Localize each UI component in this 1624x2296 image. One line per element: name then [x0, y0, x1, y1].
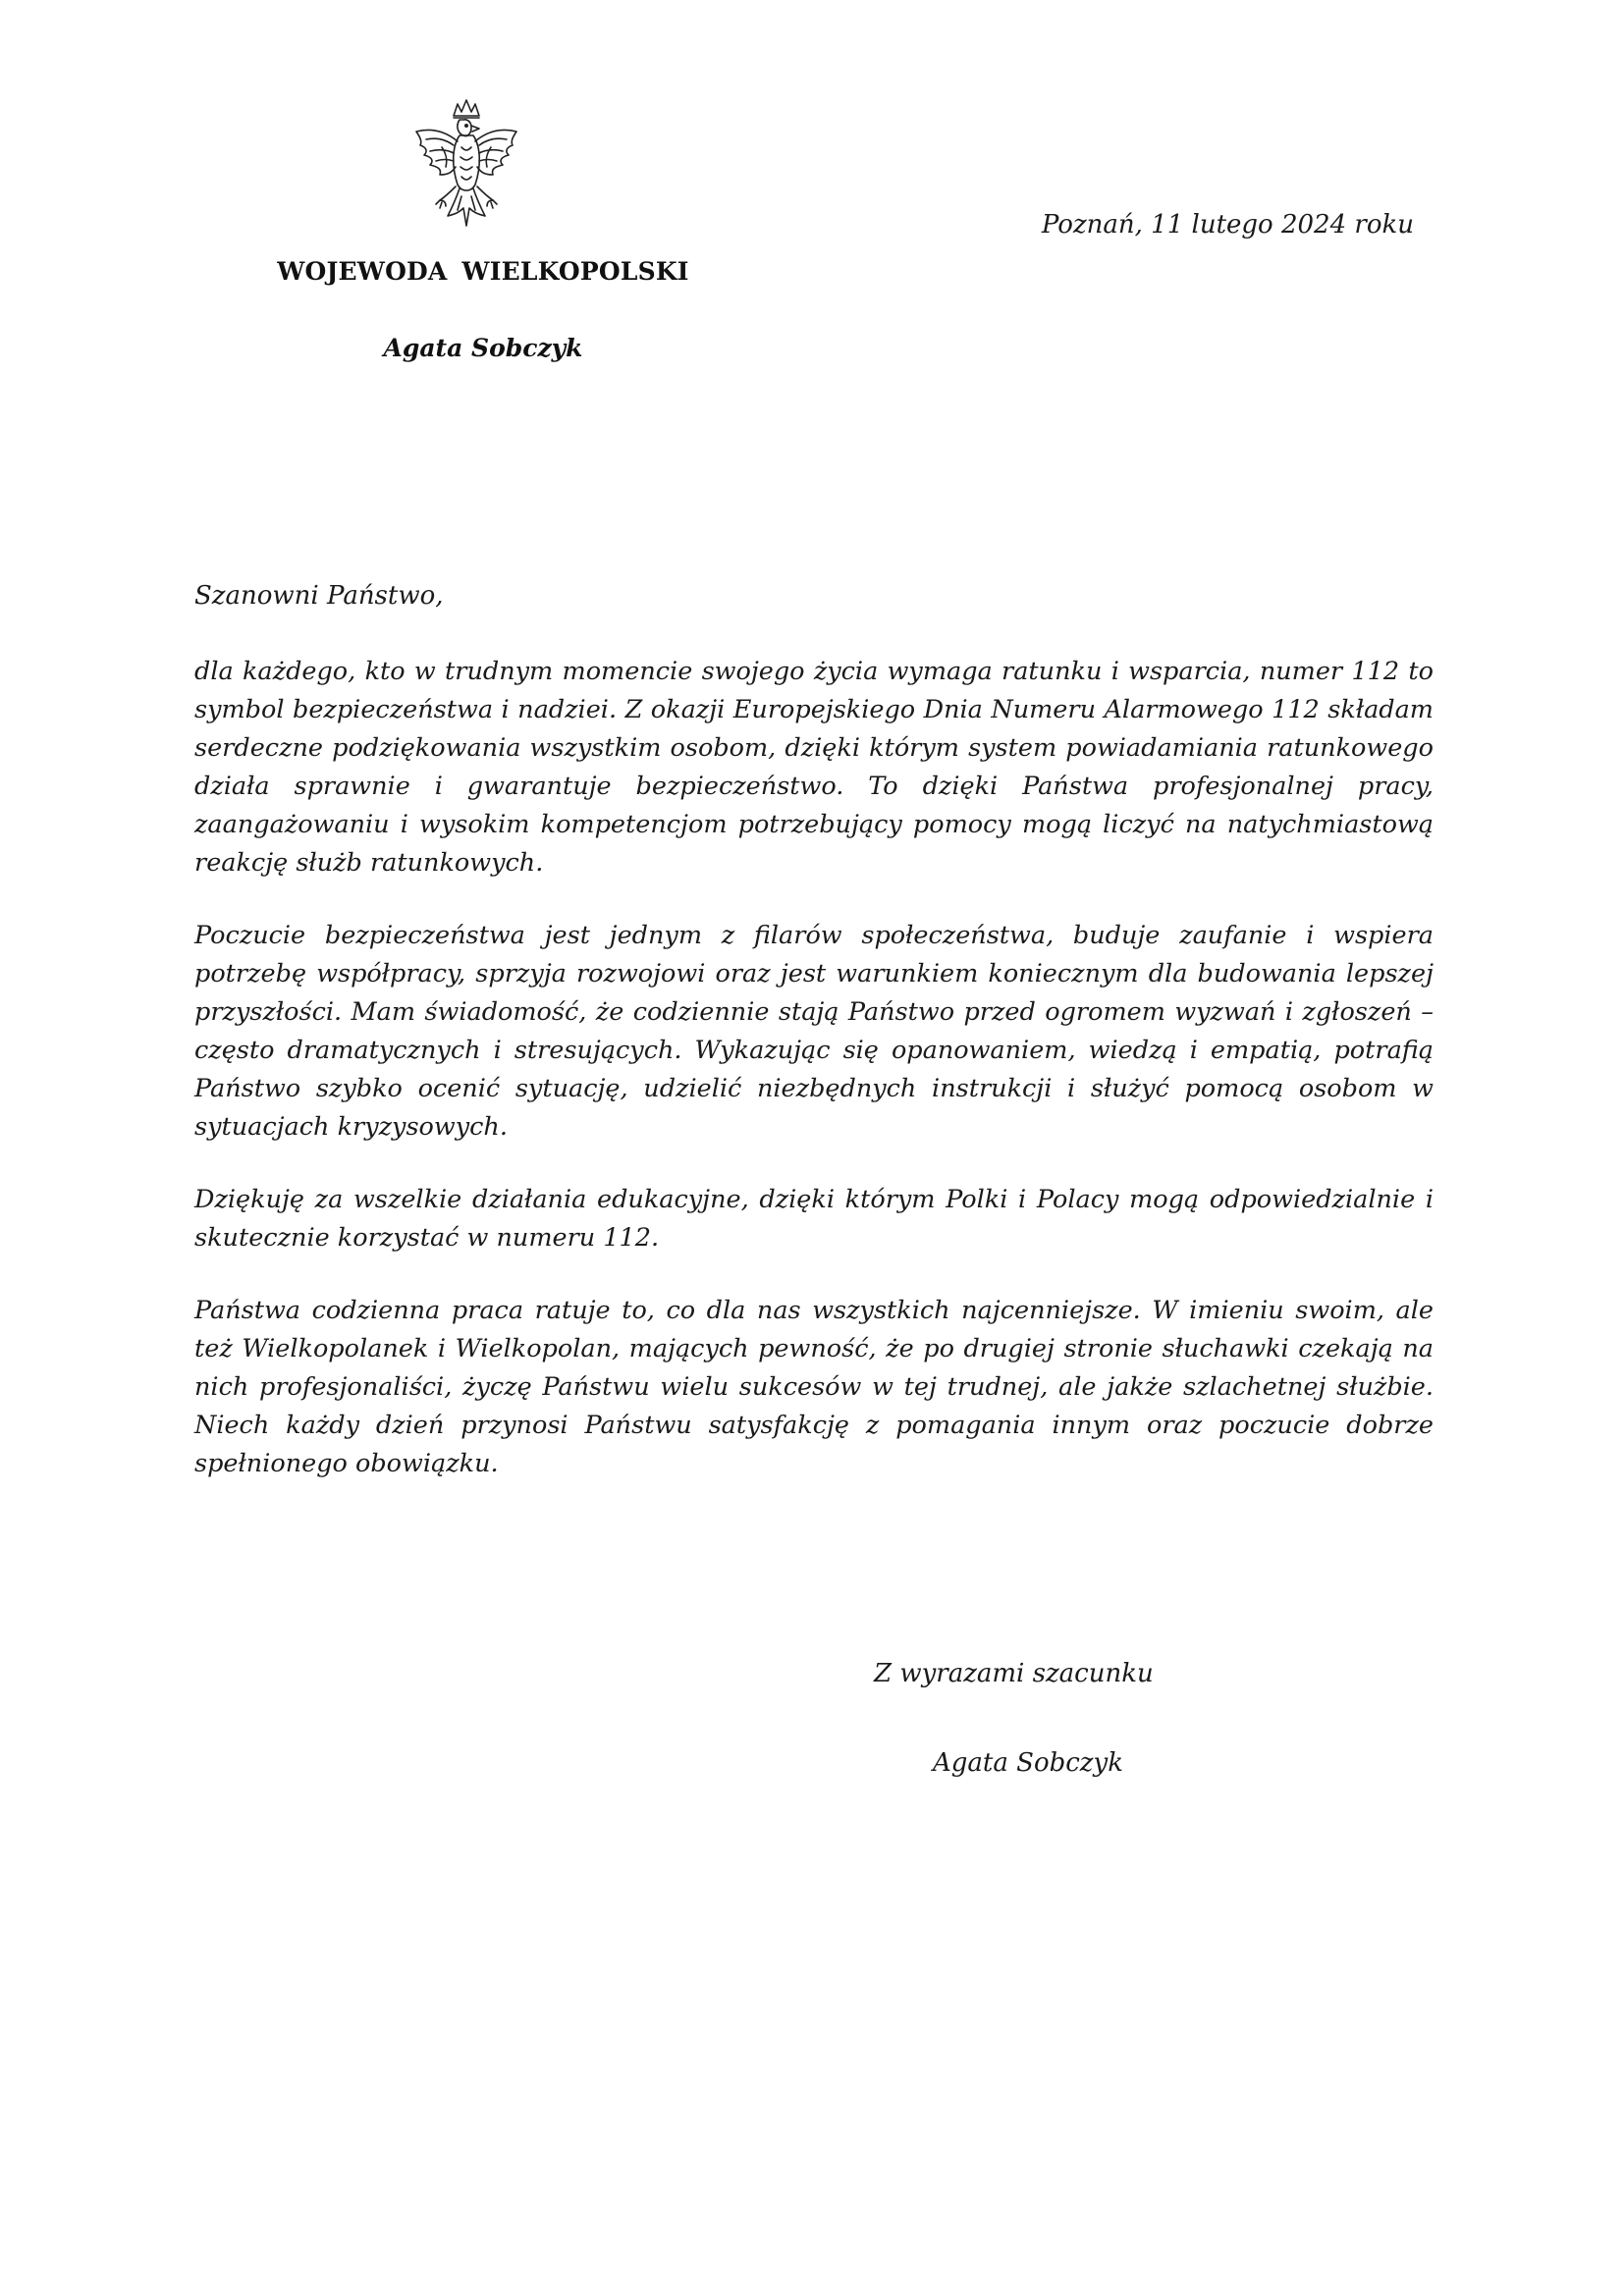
office-title: WOJEWODA WIELKOPOLSKI [277, 257, 689, 286]
closing-phrase: Z wyrazami szacunku [874, 1659, 1154, 1688]
eagle-emblem-icon [403, 98, 530, 245]
paragraph-1: dla każdego, kto w trudnym momencie swojego życia wymaga ratunku i wsparcia, numer 112 to symbol bezpieczeństwa i nadziei. Z okazji Europejskiego Dnia Numeru Alarmowego 112 składam serdeczne podziękowania wszystkim osobom, dzięki którym system powiadamiania ratunkowego działa sprawnie i gwarantuje bezpieczeństwo. To dzięki Państwa profesjonalnej pracy, zaangażowaniu i wysokim kompetencjom potrzebujący pomocy mogą liczyć na natychmiastową reakcję służb ratunkowych. [194, 657, 1434, 878]
date-line: Poznań, 11 lutego 2024 roku [1041, 210, 1414, 240]
paragraph-2: Poczucie bezpieczeństwa jest jednym z filarów społeczeństwa, buduje zaufanie i wspiera potrzebę współpracy, sprzyja rozwojowi oraz jest warunkiem koniecznym dla budowania lepszej przyszłości. Mam świadomość, że codziennie stają Państwo przed ogromem wyzwań i zgłoszeń – często dramatycznych i stresujących. Wykazując się opanowaniem, wiedzą i empatią, potrafią Państwo szybko ocenić sytuację, udzielić niezbędnych instrukcji i służyć pomocą osobom w sytuacjach kryzysowych. [194, 921, 1434, 1142]
office-holder-name: Agata Sobczyk [383, 334, 583, 362]
signature-name: Agata Sobczyk [933, 1748, 1123, 1778]
letter-body [194, 653, 1434, 1518]
salutation: Szanowni Państwo, [194, 581, 444, 611]
paragraph-3: Dziękuję za wszelkie działania edukacyjne, dzięki którym Polki i Polacy mogą odpowiedzialnie i skutecznie korzystać w numeru 112. [194, 1185, 1434, 1253]
paragraph-4: Państwa codzienna praca ratuje to, co dla nas wszystkich najcenniejsze. W imieniu swoim, ale też Wielkopolanek i Wielkopolan, mających pewność, że po drugiej stronie słuchawki czekają na nich profesjonaliści, życzę Państwu wielu sukcesów w tej trudnej, ale jakże szlachetnej służbie. Niech każdy dzień przynosi Państwu satysfakcję z pomagania innym oraz poczucie dobrze spełnionego obowiązku. [194, 1296, 1434, 1478]
